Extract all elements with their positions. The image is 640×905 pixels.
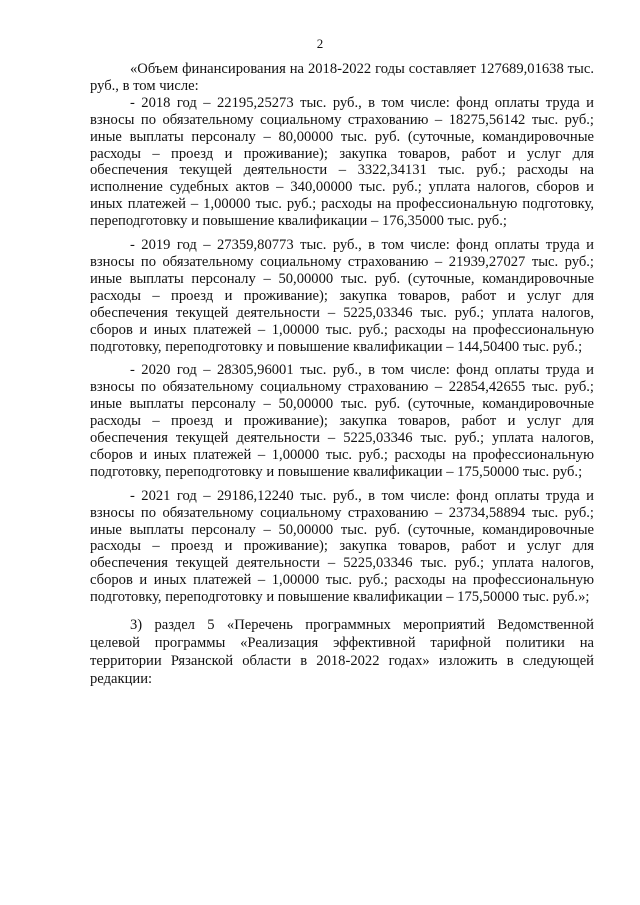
paragraph-year-2019: - 2019 год – 27359,80773 тыс. руб., в том числе: фонд оплаты труда и взносы по обязательному социальному страхованию – 21939,27027 тыс. руб.; иные выплаты персоналу – 50,00000 тыс. руб. (суточные, командировочные расходы – проезд и проживание); закупка товаров, работ и услуг для обеспечения текущей деятельности – 5225,03346 тыс. руб.; уплата налогов, сборов и иных платежей – 1,00000 тыс. руб.; расходы на профессиональную подготовку, переподготовку и повышение квалификации – 144,50400 тыс. руб.; <box>90 237 594 355</box>
document-body <box>90 61 594 688</box>
page-number: 2 <box>316 36 324 51</box>
paragraph-year-2021: - 2021 год – 29186,12240 тыс. руб., в том числе: фонд оплаты труда и взносы по обязательному социальному страхованию – 23734,58894 тыс. руб.; иные выплаты персоналу – 50,00000 тыс. руб. (суточные, командировочные расходы – проезд и проживание); закупка товаров, работ и услуг для обеспечения текущей деятельности – 5225,03346 тыс. руб.; уплата налогов, сборов и иных платежей – 1,00000 тыс. руб.; расходы на профессиональную подготовку, переподготовку и повышение квалификации – 175,50000 тыс. руб.»; <box>90 487 594 606</box>
paragraph-year-2020: - 2020 год – 28305,96001 тыс. руб., в том числе: фонд оплаты труда и взносы по обязательному социальному страхованию – 22854,42655 тыс. руб.; иные выплаты персоналу – 50,00000 тыс. руб. (суточные, командировочные расходы – проезд и проживание); закупка товаров, работ и услуг для обеспечения текущей деятельности – 5225,03346 тыс. руб.; уплата налогов, сборов и иных платежей – 1,00000 тыс. руб.; расходы на профессиональную подготовку, переподготовку и повышение квалификации – 175,50000 тыс. руб.; <box>90 362 594 480</box>
paragraph-funding-total: «Объем финансирования на 2018-2022 годы составляет 127689,01638 тыс. руб., в том числе: <box>90 61 594 94</box>
paragraph-year-2018: - 2018 год – 22195,25273 тыс. руб., в том числе: фонд оплаты труда и взносы по обязательному социальному страхованию – 18275,56142 тыс. руб.; иные выплаты персоналу – 80,00000 тыс. руб. (суточные, командировочные расходы – проезд и проживание); закупка товаров, работ и услуг для обеспечения текущей деятельности – 3322,34131 тыс. руб.; расходы на исполнение судебных актов – 340,00000 тыс. руб.; уплата налогов, сборов и иных платежей – 1,00000 тыс. руб.; расходы на профессиональную подготовку, переподготовку и повышение квалификации – 176,35000 тыс. руб.; <box>90 94 594 230</box>
paragraph-section-5: 3) раздел 5 «Перечень программных мероприятий Ведомственной целевой программы «Реализация эффективной тарифной политики на территории Рязанской области в 2018-2022 годах» изложить в следующей редакции: <box>90 617 594 688</box>
